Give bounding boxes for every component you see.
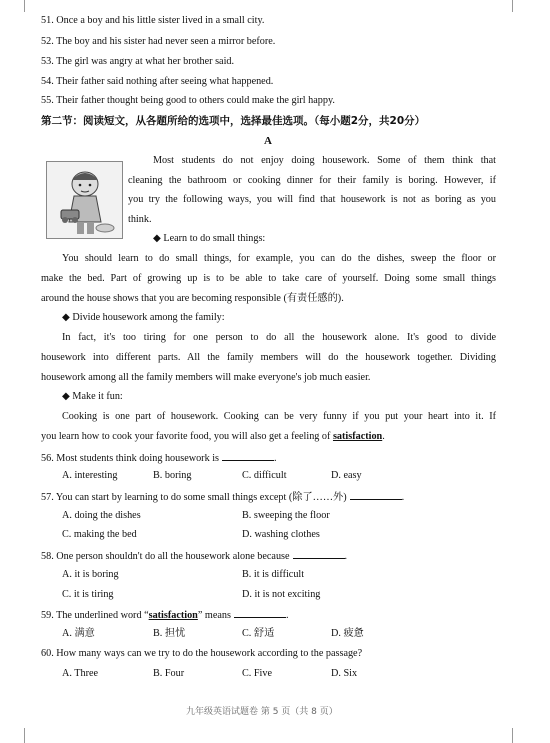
answer-blank-57[interactable] bbox=[350, 489, 402, 500]
q60-option-d[interactable]: D. Six bbox=[331, 668, 358, 679]
passage-letter: A bbox=[264, 135, 272, 147]
q56-option-a[interactable]: A. interesting bbox=[62, 470, 118, 481]
crop-mark-top-right bbox=[512, 0, 513, 12]
q58-option-d[interactable]: D. it is not exciting bbox=[242, 589, 321, 600]
tip1-heading-text: Learn to do small things: bbox=[163, 233, 266, 244]
q56-option-d[interactable]: D. easy bbox=[331, 470, 362, 481]
question-58-stem: 58. One person shouldn't do all the housework alone because bbox=[41, 551, 290, 562]
page-footer: 九年级英语试题卷 第 5 页（共 8 页） bbox=[186, 707, 338, 717]
q60-option-b[interactable]: B. Four bbox=[153, 668, 185, 679]
question-57 bbox=[41, 489, 404, 505]
tip3-line-2-end: . bbox=[382, 431, 385, 442]
tip2-heading bbox=[62, 311, 225, 325]
q57-option-a[interactable]: A. doing the dishes bbox=[62, 510, 141, 521]
q58-option-b[interactable]: B. it is difficult bbox=[242, 569, 305, 580]
question-59-word: satisfaction bbox=[148, 610, 198, 621]
section-title: 第二节：阅读短文，从各题所给的选项中，选择最佳选项。（每小题2分，共20分） bbox=[41, 115, 426, 127]
q60-option-a[interactable]: A. Three bbox=[62, 668, 99, 679]
question-58 bbox=[41, 548, 347, 564]
answer-blank-58[interactable] bbox=[293, 548, 345, 559]
tf-item-53: 53. The girl was angry at what her brother said. bbox=[41, 56, 235, 67]
question-59 bbox=[41, 607, 289, 623]
tip3-line-1: Cooking is one part of housework. Cooking can be very funny if you put your heart into it. If bbox=[62, 411, 496, 422]
intro-line-1: Most students do not enjoy doing housework. Some of them think that bbox=[153, 155, 496, 166]
q59-option-c[interactable]: C. 舒适 bbox=[242, 628, 275, 639]
q56-option-b[interactable]: B. boring bbox=[153, 470, 192, 481]
underlined-word: satisfaction bbox=[332, 431, 383, 442]
student-housework-illustration bbox=[46, 161, 123, 239]
tf-item-51: 51. Once a boy and his little sister lived in a small city. bbox=[41, 15, 265, 26]
tip3-line-2 bbox=[41, 430, 385, 444]
crop-mark-top-left bbox=[24, 0, 25, 12]
tip3-heading bbox=[62, 390, 123, 404]
tip2-heading-text: Divide housework among the family: bbox=[72, 312, 225, 323]
q59-option-d[interactable]: D. 疲惫 bbox=[331, 628, 364, 639]
q57-option-b[interactable]: B. sweeping the floor bbox=[242, 510, 330, 521]
intro-line-2: cleaning the bathroom or cooking dinner for their family is boring. However, if bbox=[128, 175, 496, 186]
tf-item-54: 54. Their father said nothing after seeing what happened. bbox=[41, 76, 274, 87]
question-56 bbox=[41, 450, 277, 466]
answer-blank-56[interactable] bbox=[222, 450, 274, 461]
diamond-bullet-icon: ◆ bbox=[153, 233, 161, 244]
question-59-end: . bbox=[285, 610, 289, 621]
question-57-end: . bbox=[401, 492, 405, 503]
tip2-line-1: In fact, it's too tiring for one person to do all the housework alone. It's good to divide bbox=[62, 332, 496, 343]
question-56-end: . bbox=[274, 453, 277, 464]
q60-option-c[interactable]: C. Five bbox=[242, 668, 273, 679]
tip1-heading bbox=[153, 232, 265, 246]
tip2-line-3: housework among all the family members will make everyone's job much easier. bbox=[41, 372, 371, 383]
question-56-stem: 56. Most students think doing housework is bbox=[41, 453, 220, 464]
tip3-heading-text: Make it fun: bbox=[72, 391, 123, 402]
q57-option-c[interactable]: C. making the bed bbox=[62, 529, 137, 540]
question-57-stem: 57. You can start by learning to do some small things except (除了……外) bbox=[41, 492, 347, 503]
tf-item-55: 55. Their father thought being good to others could make the girl happy. bbox=[41, 95, 335, 106]
question-58-end: . bbox=[344, 551, 348, 562]
question-60: 60. How many ways can we try to do the housework according to the passage? bbox=[41, 648, 363, 659]
answer-blank-59[interactable] bbox=[234, 607, 286, 618]
intro-line-4: think. bbox=[128, 214, 152, 225]
question-59-stem: 59. The underlined word “ bbox=[41, 610, 149, 621]
q59-option-a[interactable]: A. 满意 bbox=[62, 628, 95, 639]
q58-option-c[interactable]: C. it is tiring bbox=[62, 589, 114, 600]
intro-line-3: you try the following ways, you will find that housework is not as boring as you bbox=[128, 194, 496, 205]
tip3-line-2-text: you learn how to cook your favorite food, you will also get a feeling of bbox=[41, 431, 333, 442]
tip1-line-2: make the bed. Part of growing up is to be able to take care of yourself. Doing some small things bbox=[41, 273, 496, 284]
q57-option-d[interactable]: D. washing clothes bbox=[242, 529, 320, 540]
tip2-line-2: housework into different parts. All the family members will do the housework together. Dividing bbox=[41, 352, 496, 363]
cartoon-student-icon bbox=[47, 162, 122, 238]
q59-option-b[interactable]: B. 担忧 bbox=[153, 628, 186, 639]
tip1-line-1: You should learn to do small things, for example, you can do the dishes, sweep the floor or bbox=[62, 253, 496, 264]
question-59-stem-end: ” means bbox=[197, 610, 231, 621]
tip1-line-3: around the house shows that you are becoming responsible (有责任感的). bbox=[41, 293, 344, 304]
crop-mark-bottom-left bbox=[24, 728, 25, 743]
q58-option-a[interactable]: A. it is boring bbox=[62, 569, 119, 580]
diamond-bullet-icon: ◆ bbox=[62, 312, 70, 323]
q56-option-c[interactable]: C. difficult bbox=[242, 470, 287, 481]
crop-mark-bottom-right bbox=[512, 728, 513, 743]
tf-item-52: 52. The boy and his sister had never seen a mirror before. bbox=[41, 36, 276, 47]
diamond-bullet-icon: ◆ bbox=[62, 391, 70, 402]
